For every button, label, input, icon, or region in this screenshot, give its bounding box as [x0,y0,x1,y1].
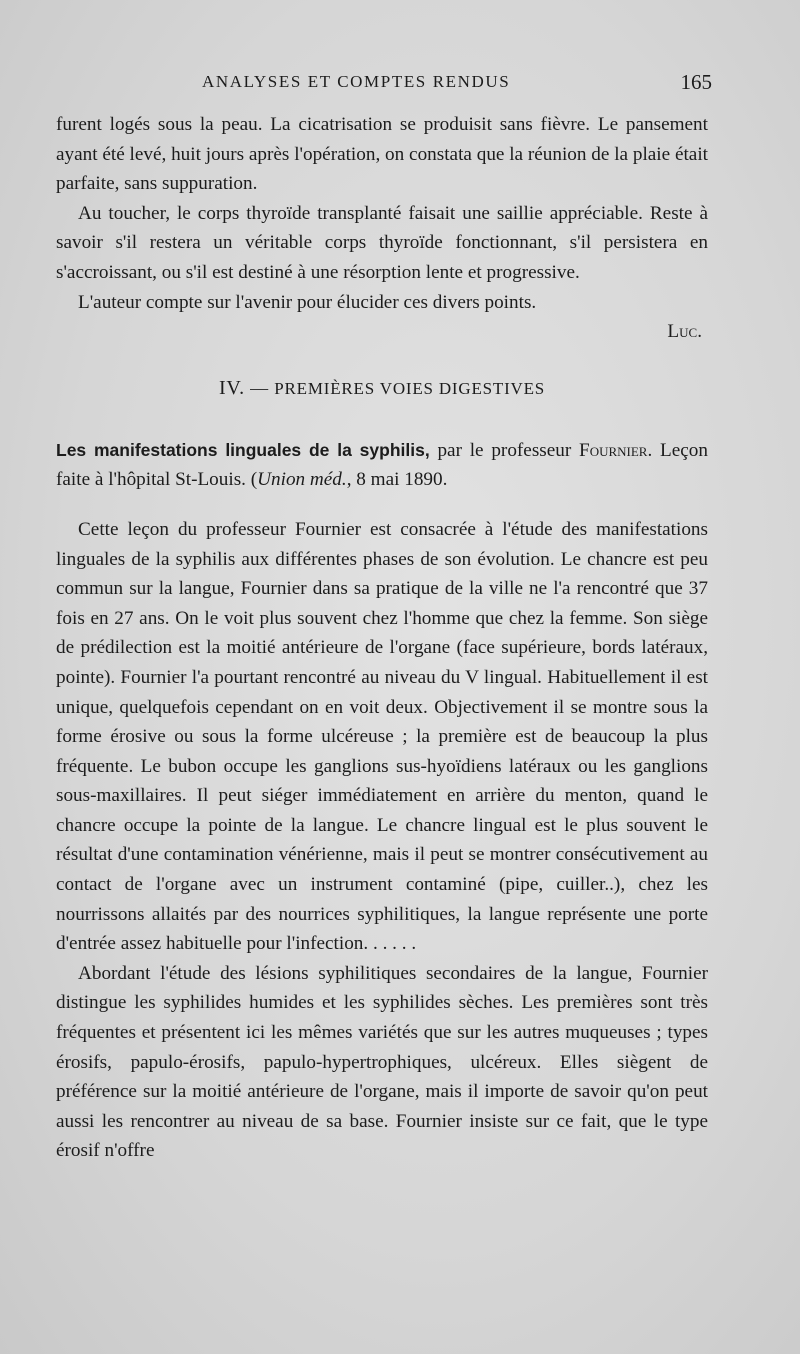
article-title [56,436,708,495]
paragraph: Au toucher, le corps thyroïde transplanté faisait une saillie appréciable. Reste à savoir s'il restera un véritable corps thyroïde fonctionnant, s'il persistera en s'accroissant, ou s'il est destiné à une résorption lente et progressive. [56,202,708,283]
running-title: ANALYSES ET COMPTES RENDUS [202,72,511,91]
article-date: , 8 mai 1890. [346,469,448,491]
article-lecture: . Leçon faite à l'hôpital St-Louis. ( [56,439,708,491]
section-heading [56,377,708,400]
page-number: 165 [680,70,712,94]
author-prefix: par le professeur [429,439,580,461]
running-head [62,72,712,100]
article-source: Union méd. [257,469,347,491]
spacer [56,495,708,515]
section-number: IV. [218,376,245,399]
paragraph: furent logés sous la peau. La cicatrisation se produisit sans fièvre. Le pansement ayant été levé, huit jours après l'opération, on constata que la réunion de la plaie était parfaite, sans suppuration. [56,114,708,195]
article-author: Fournier [579,439,648,461]
paragraph: L'auteur compte sur l'avenir pour élucider ces divers points. [78,291,537,313]
signature: Luc. [667,321,702,343]
paragraph: Abordant l'étude des lésions syphilitiques secondaires de la langue, Fournier distingue les syphilides humides et les syphilides sèches. Les premières sont très fréquentes et présentent ici les mêmes variétés que sur les autres muqueuses ; types érosifs, papulo-érosifs, papulo-hypertrophiques, ulcéreux. Elles siègent de préférence sur la moitié antérieure de l'organe, mais il importe de savoir qu'on peut aussi les rencontrer au niveau de sa base. Fournier insiste sur ce fait, que le type érosif n'offre [56,962,708,1162]
article-title-text: Les manifestations linguales de la syphilis, [56,439,430,460]
section-dash: — [244,377,275,398]
paragraph: Cette leçon du professeur Fournier est consacrée à l'étude des manifestations linguales de la syphilis aux différentes phases de son évolution. Le chancre est peu commun sur la langue, Fournier dans sa pratique de la ville ne l'a rencontré que 37 fois en 27 ans. On le voit plus souvent chez l'homme que chez la femme. Son siège de prédilection est la moitié antérieure de l'organe (face supérieure, bords latéraux, pointe). Fournier l'a pourtant rencontré au niveau du V lingual. Habituellement il est unique, quelquefois cependant on en voit deux. Objectivement il se montre sous la forme érosive ou sous la forme ulcéreuse ; la première est de beaucoup la plus fréquente. Le bubon occupe les ganglions sus-hyoïdiens latéraux ou les ganglions sous-maxillaires. Il peut siéger immédiatement en arrière du menton, quand le chancre occupe la pointe de la langue. Le chancre lingual est le plus souvent le résultat d'une contamination vénérienne, mais il peut se montrer consécutivement au contact de l'organe avec un instrument contaminé (pipe, cuiller..), chez les nourrissons allaités par des nourrices syphilitiques, la langue représente une porte d'entrée assez habituelle pour l'infection. . . . . . [56,518,708,955]
section-title: PREMIÈRES VOIES DIGESTIVES [274,378,546,398]
page-body [56,110,708,1166]
